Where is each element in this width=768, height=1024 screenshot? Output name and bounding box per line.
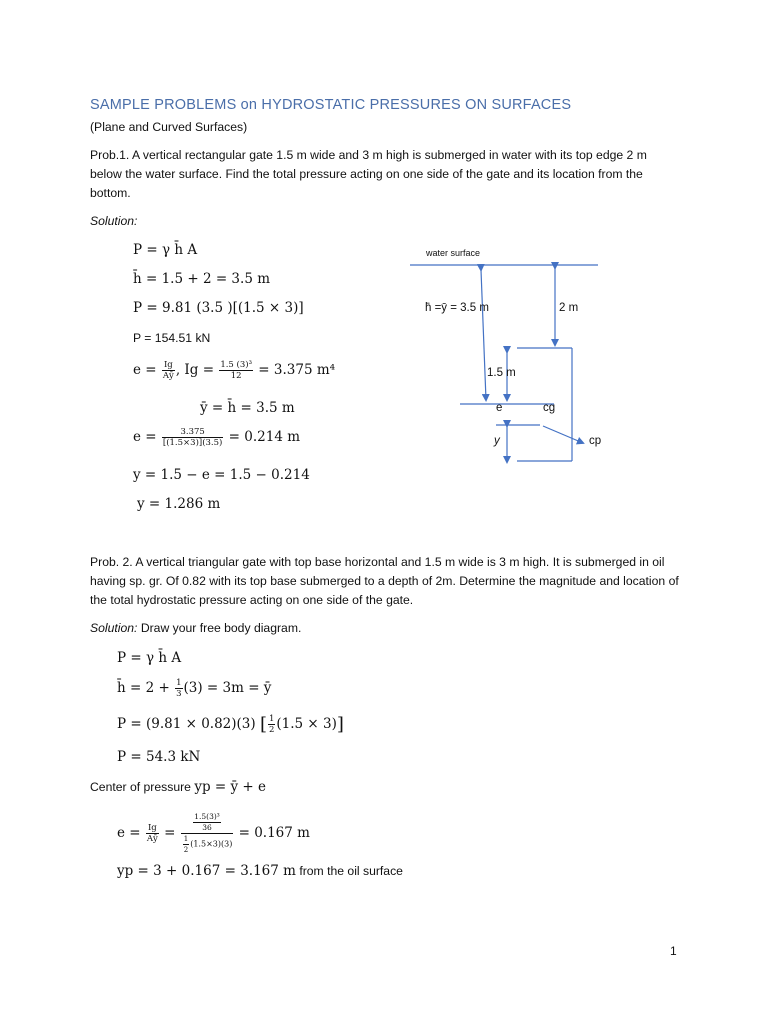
two-m-label: 2 m [559, 302, 579, 314]
prob2-eq-yp [117, 862, 403, 881]
prob2-eq3-frac [268, 714, 275, 735]
prob2-eq3-rhs: (1.5 × 3) [276, 716, 337, 732]
prob2-center-of-pressure [90, 778, 266, 797]
prob2-eq5-eq: = [164, 825, 176, 841]
cg-label: cg [543, 402, 556, 414]
prob1-eq5-mid: , Ig = [175, 362, 215, 378]
prob1-eq5-lhs: e = [133, 362, 157, 378]
prob2-eq2-rhs: (3) = 3m = ȳ [183, 680, 272, 696]
prob2-eq2-lhs: h̄ = 2 + [117, 680, 170, 696]
prob2-eq-hbar [117, 678, 271, 699]
prob2-solution-text: Draw your free body diagram. [137, 621, 302, 635]
prob1-eq5-rhs: = 3.375 m⁴ [258, 362, 336, 378]
prob1-eq-ybar: ȳ = h̄ = 3.5 m [200, 400, 295, 416]
prob1-eq7-num: 3.375 [162, 427, 223, 438]
prob1-eq5-num: Ig [162, 360, 175, 371]
prob2-eq6-tail: from the oil surface [295, 864, 403, 878]
prob2-eq3-num: 1 [268, 714, 275, 724]
prob2-statement: Prob. 2. A vertical triangular gate with top base horizontal and 1.5 m wide is 3 m high. It is submerged in oil having sp. gr. Of 0.82 with its top base submerged to a depth of 2m. Determine the magnitude and location of the total hydrostatic pressure acting on one side of the gate. [90, 555, 679, 607]
prob1-statement: Prob.1. A vertical rectangular gate 1.5 m wide and 3 m high is submerged in water with its top edge 2 m below the water surface. Find the total pressure acting on one side of the gate and its location from the bottom. [90, 148, 647, 200]
prob2-eq3-den: 2 [268, 725, 275, 735]
prob2-eq5-den-rest: (1.5×3)(3) [190, 839, 233, 849]
prob2-eq5-bigfrac [181, 812, 234, 855]
prob2-eq2-num: 1 [176, 678, 182, 688]
prob2-cp-eq: yp = ȳ + e [194, 779, 267, 795]
prob2-eq5-bigden [181, 834, 234, 855]
prob1-eq-y-result: y = 1.286 m [137, 496, 221, 512]
water-surface-label: water surface [426, 248, 481, 258]
prob2-eq2-den: 3 [176, 689, 182, 699]
prob2-eq3-lhs: P = (9.81 × 0.82)(3) [117, 716, 256, 732]
prob1-eq-y-sub: y = 1.5 − e = 1.5 − 0.214 [133, 467, 310, 483]
prob2-solution-label: Solution: [90, 621, 138, 635]
prob2-eq5-rhs: = 0.167 m [238, 825, 310, 841]
prob2-eq5-coef-den: 2 [183, 846, 189, 854]
prob2-eq-p-result: P = 54.3 kN [117, 749, 201, 765]
prob2-eq5-bignum [181, 812, 234, 834]
prob1-eq7-rhs: = 0.214 m [228, 429, 300, 445]
prob2-eq5-lhs: e = [117, 825, 141, 841]
prob1-eq5-num2: 1.5 (3)³ [220, 360, 252, 370]
prob2-eq5-coef-frac [183, 834, 189, 855]
page-title: SAMPLE PROBLEMS on HYDROSTATIC PRESSURES ON SURFACES [90, 97, 572, 113]
cp-pointer-arrow [543, 426, 583, 443]
prob1-eq-hbar: h̄ = 1.5 + 2 = 3.5 m [133, 271, 270, 287]
prob1-eq5-den: Aȳ [162, 371, 174, 381]
prob1-eq7-den: [(1.5×3)](3.5) [162, 438, 223, 448]
prob2-eq5-frac [146, 823, 159, 844]
cp-label: cp [589, 435, 602, 447]
page-number: 1 [670, 944, 677, 958]
prob1-eq-p-result: P = 154.51 kN [133, 331, 211, 345]
prob2-eq2-frac [175, 678, 182, 699]
prob2-eq-pressure: P = γ h̄ A [117, 650, 182, 666]
page-subtitle: (Plane and Curved Surfaces) [90, 120, 248, 134]
prob1-solution-label: Solution: [90, 214, 138, 228]
prob2-eq-p-sub: P = (9.81 × 0.82)(3) [ $\frac{1}{2}$ (1.5 × 3)] [117, 714, 344, 735]
prob2-eq5-num-top: 1.5(3)³ [194, 812, 220, 821]
y-label: y [494, 435, 500, 447]
prob2-eq5-num-bot: 36 [202, 823, 212, 832]
prob1-eq5-den2: 12 [230, 371, 242, 381]
hbar-arrow [481, 270, 486, 400]
hbar-label: h̄ =ȳ = 3.5 m [425, 302, 489, 314]
prob2-cp-text: Center of pressure [90, 780, 195, 794]
prob2-eq5-den: Aȳ [146, 834, 158, 844]
e-label: e [496, 402, 503, 414]
prob2-eq6: yp = 3 + 0.167 = 3.167 m [117, 863, 296, 879]
one-half-m-label: 1.5 m [487, 367, 516, 379]
prob2-eq-e [117, 812, 310, 855]
prob2-solution [90, 619, 301, 638]
prob2-eq5-num: Ig [146, 823, 159, 834]
prob1-eq-pressure: P = γ h̄ A [133, 242, 198, 258]
prob2-eq5-coef-num: 1 [183, 835, 189, 843]
prob1-eq7-lhs: e = [133, 429, 157, 445]
prob1-eq-p-sub: P = 9.81 (3.5 )[(1.5 × 3)] [133, 300, 304, 316]
prob2-eq5-innerfrac [193, 812, 221, 833]
